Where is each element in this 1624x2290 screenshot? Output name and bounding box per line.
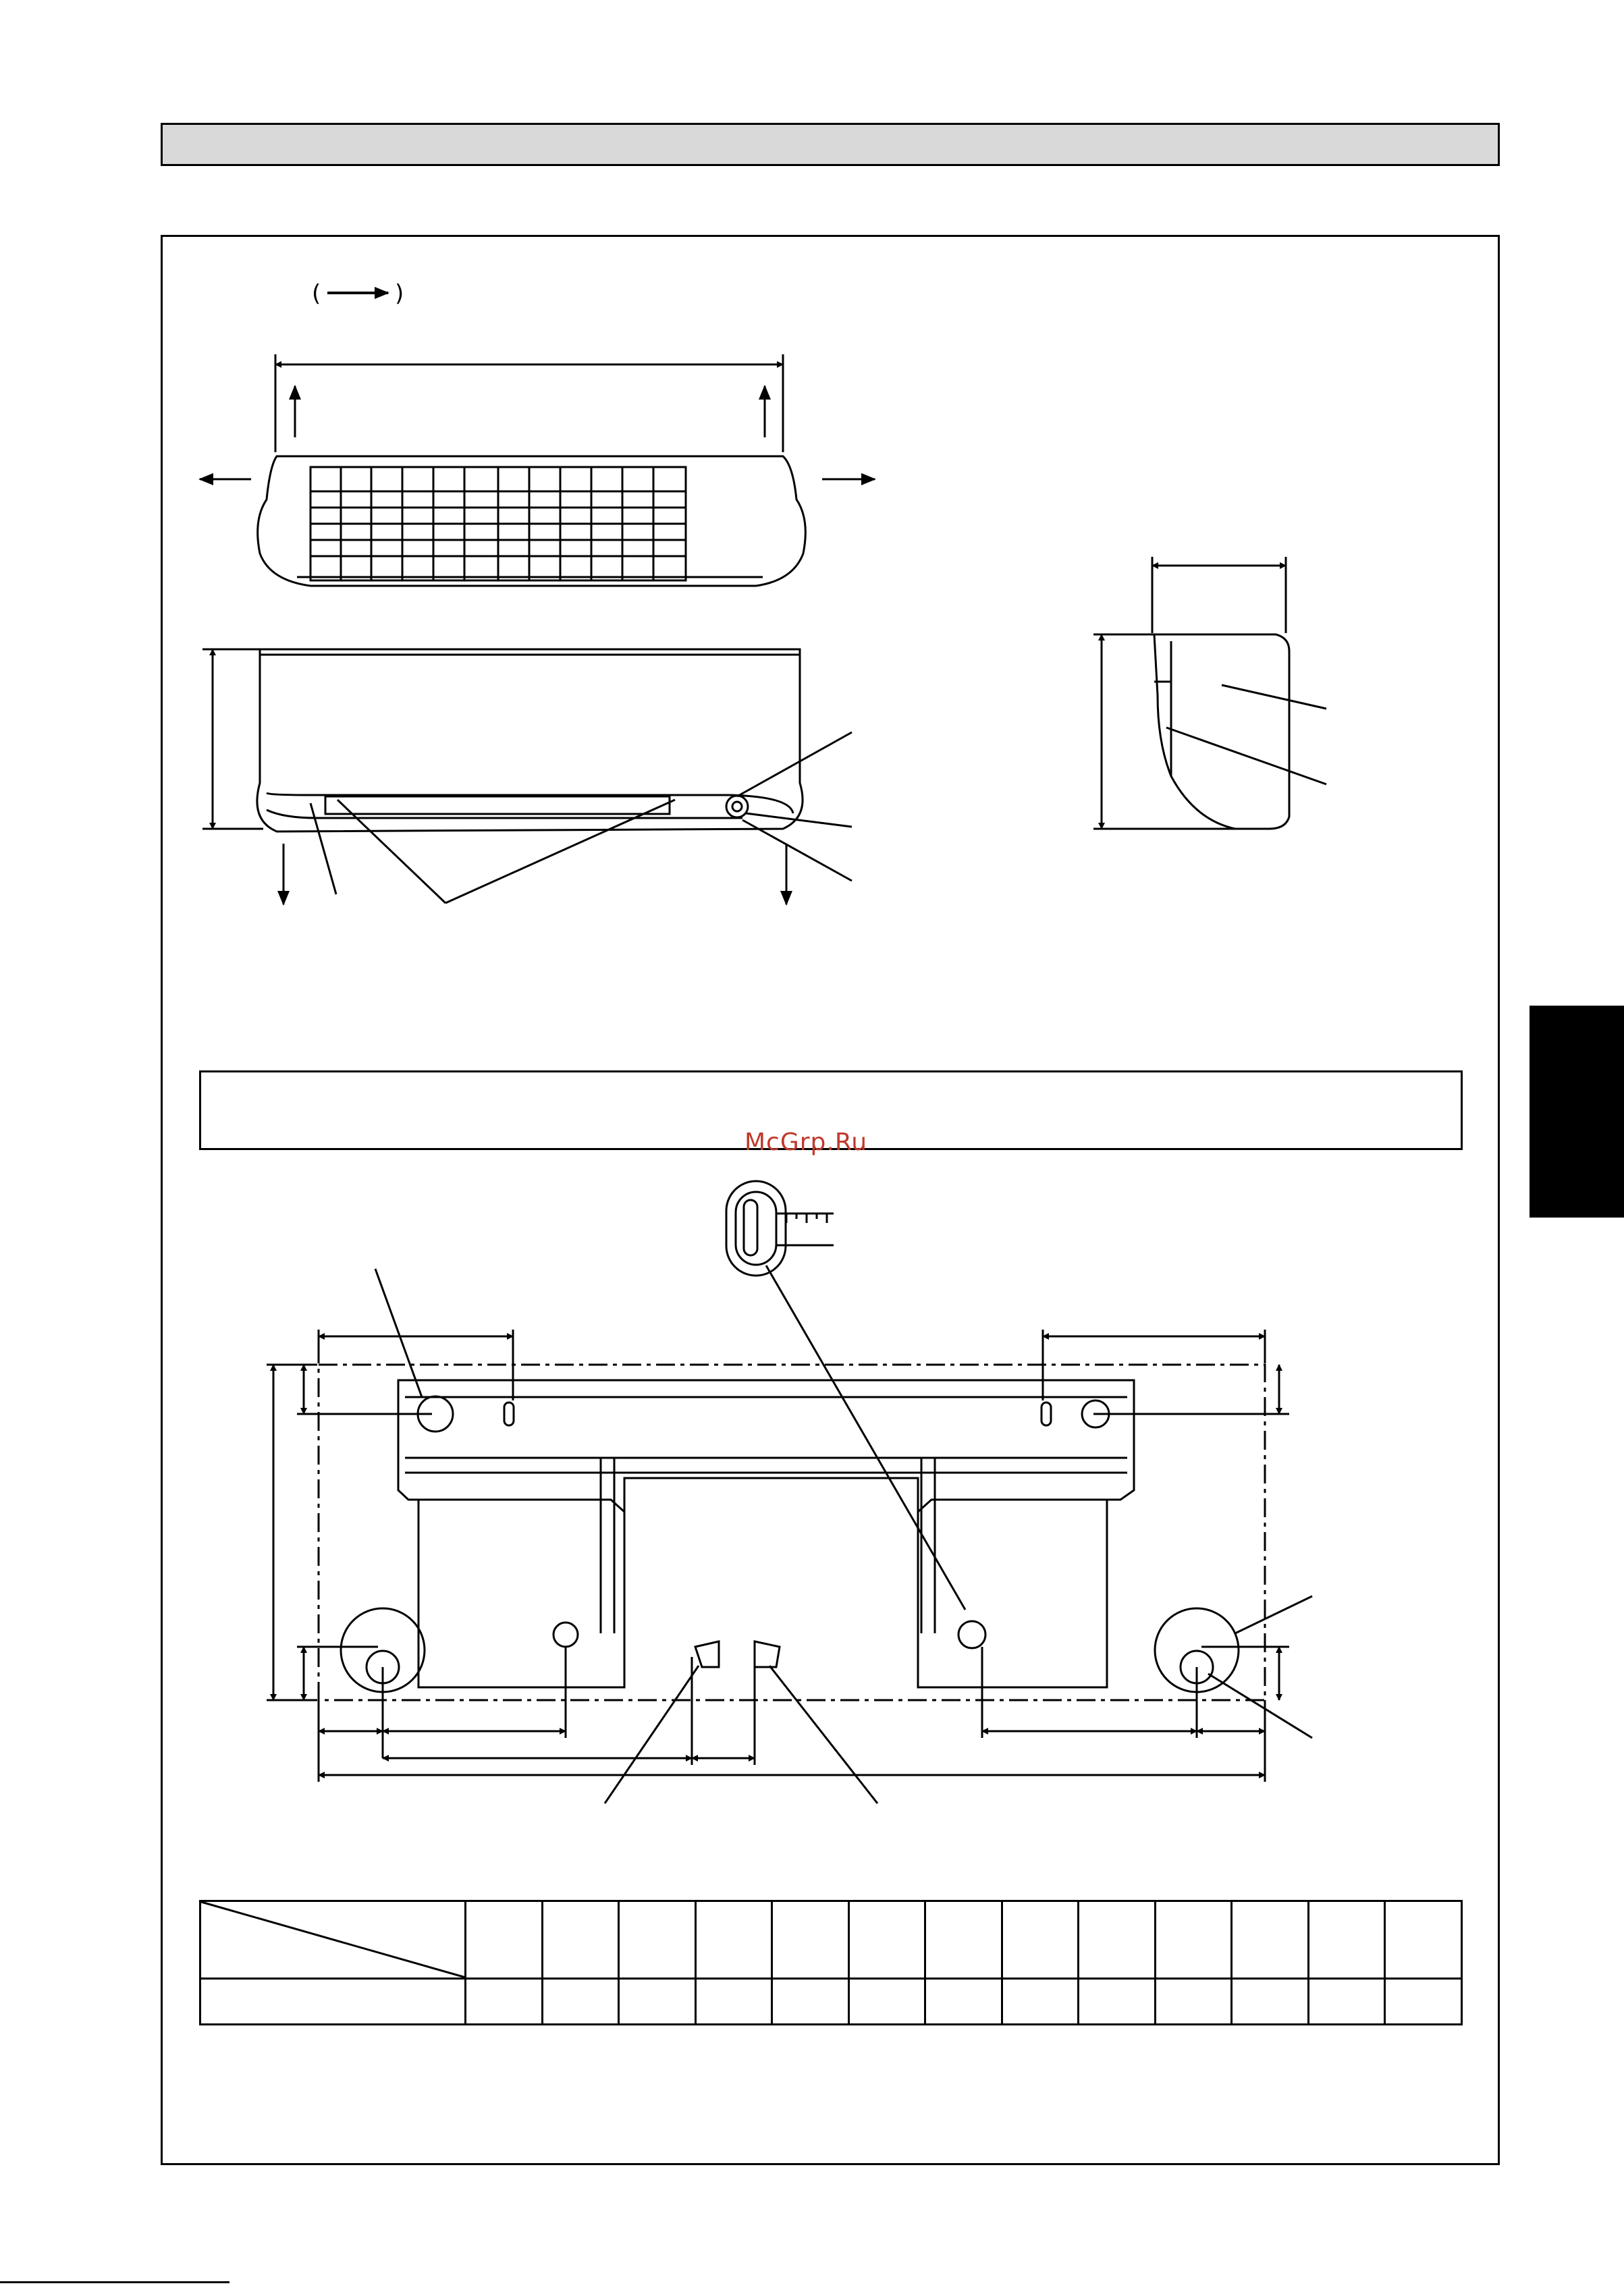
legend-paren-close: ) xyxy=(395,280,404,307)
spec-value-cell xyxy=(925,1979,1002,2025)
spec-value-cell xyxy=(1385,1979,1462,2025)
spec-value-cell xyxy=(1079,1979,1156,2025)
spec-table-corner-cell xyxy=(200,1901,466,1979)
spec-header-cell xyxy=(1002,1901,1079,1979)
legend-paren-open: ( xyxy=(312,280,321,307)
spec-header-cell xyxy=(1385,1901,1462,1979)
spec-value-cell xyxy=(848,1979,925,2025)
spec-header-cell xyxy=(619,1901,696,1979)
direction-legend xyxy=(312,280,404,307)
spec-value-cell xyxy=(1232,1979,1309,2025)
watermark-text: McGrp.Ru xyxy=(745,1128,868,1156)
spec-row-label-cell xyxy=(200,1979,466,2025)
spec-header-cell xyxy=(925,1901,1002,1979)
spec-header-cell xyxy=(542,1901,619,1979)
spec-header-cell xyxy=(848,1901,925,1979)
spec-header-cell xyxy=(1308,1901,1385,1979)
indoor-unit-top-view xyxy=(200,354,875,586)
spec-header-cell xyxy=(695,1901,772,1979)
spec-header-cell xyxy=(1232,1901,1309,1979)
spec-value-cell xyxy=(542,1979,619,2025)
spec-value-cell xyxy=(1002,1979,1079,2025)
indoor-unit-side-view xyxy=(1093,557,1326,829)
spec-header-cell xyxy=(1079,1901,1156,1979)
spec-value-cell xyxy=(772,1979,849,2025)
indoor-unit-front-view xyxy=(202,649,852,904)
spec-header-cell xyxy=(772,1901,849,1979)
spec-header-cell xyxy=(466,1901,543,1979)
spec-value-cell xyxy=(1155,1979,1232,2025)
spec-table-row xyxy=(200,1979,1462,2025)
spec-value-cell xyxy=(1308,1979,1385,2025)
spec-value-cell xyxy=(619,1979,696,2025)
level-detail-magnifier xyxy=(726,1181,965,1610)
spec-header-cell xyxy=(1155,1901,1232,1979)
spec-table xyxy=(199,1900,1463,2025)
spec-table-header-row xyxy=(200,1901,1462,1979)
spec-value-cell xyxy=(466,1979,543,2025)
spec-value-cell xyxy=(695,1979,772,2025)
